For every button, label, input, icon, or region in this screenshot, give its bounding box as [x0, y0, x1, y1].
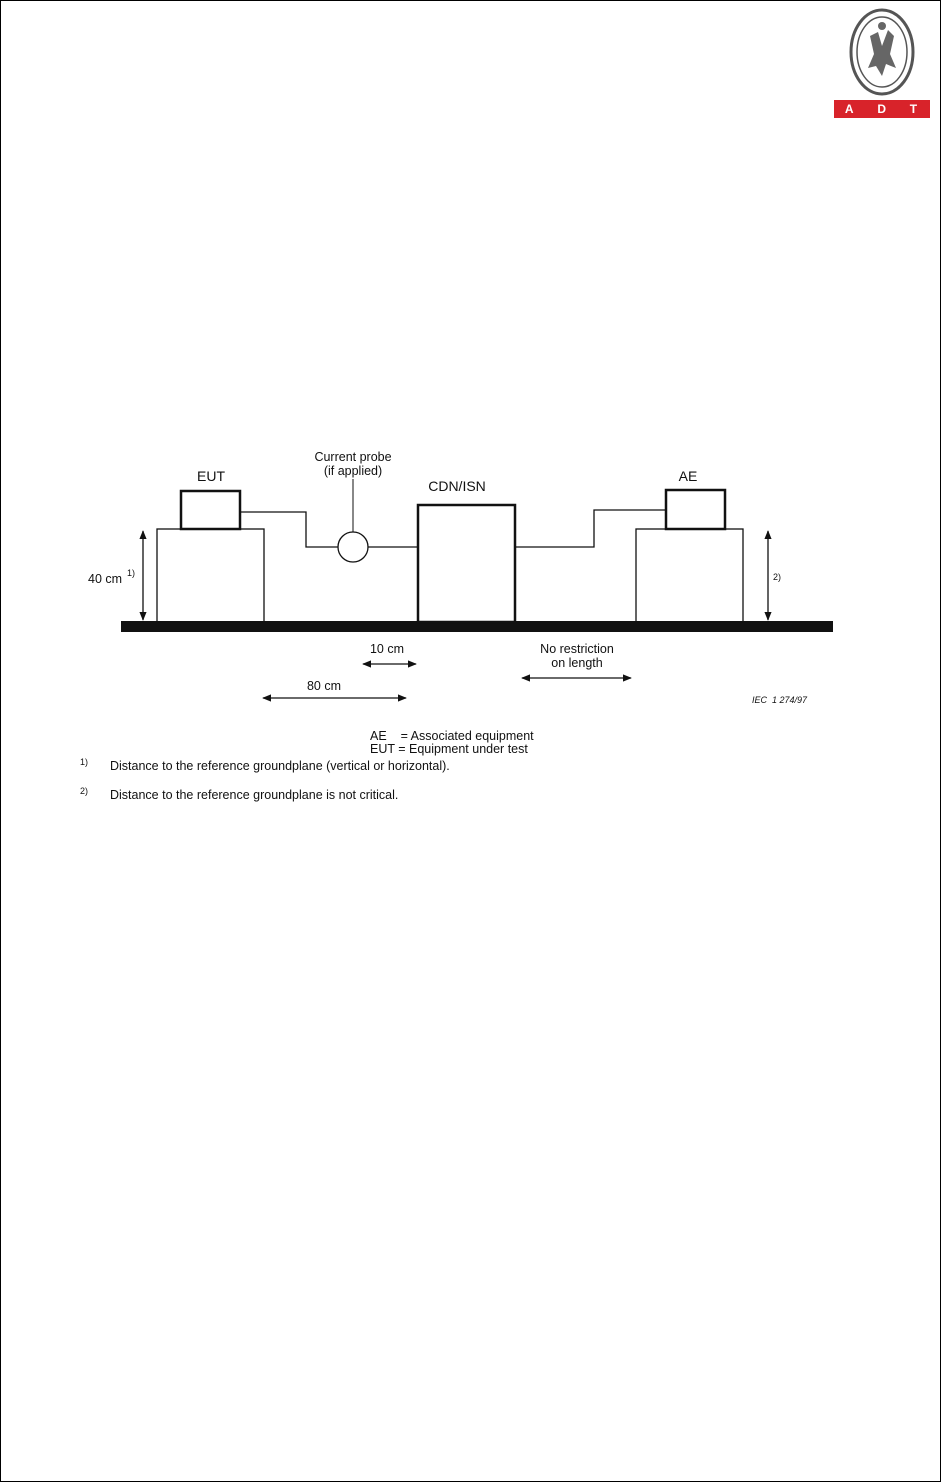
- dist-10-label: 10 cm: [369, 642, 405, 656]
- height-note-mark: 1): [127, 568, 136, 578]
- footnote-text: Distance to the reference groundplane is not critical.: [110, 788, 399, 802]
- cdn-isn-label: CDN/ISN: [428, 478, 486, 494]
- dist-80-label: 80 cm: [306, 679, 342, 693]
- height-label: 40 cm: [88, 572, 123, 586]
- eut-label: EUT: [197, 468, 225, 484]
- eut-table: [157, 529, 264, 622]
- adt-letter: T: [909, 102, 920, 116]
- current-probe: [338, 532, 368, 562]
- footnote: [80, 788, 398, 802]
- cdn-isn-box: [418, 505, 515, 622]
- eut-box: [181, 491, 240, 529]
- ae-note-mark: 2): [773, 572, 782, 582]
- footnote: [80, 759, 450, 773]
- ae-table: [636, 529, 743, 622]
- no-restriction-label: No restriction: [540, 642, 614, 656]
- adt-letter: D: [877, 102, 888, 116]
- probe-label-sub: (if applied): [323, 464, 383, 478]
- footnote-mark: 1): [80, 757, 89, 767]
- abbreviation-legend: [370, 730, 534, 756]
- footnote-text: Distance to the reference groundplane (vertical or horizontal).: [110, 759, 450, 773]
- adt-letter: A: [844, 102, 856, 116]
- legend-ae-row: AE = Associated equipment: [370, 729, 534, 743]
- footnote-mark: 2): [80, 786, 89, 796]
- figure-reference: IEC 1 274/97: [752, 695, 808, 705]
- ae-label: AE: [678, 468, 698, 484]
- no-restriction-label-sub: on length: [551, 656, 603, 670]
- legend-eut-row: EUT = Equipment under test: [370, 742, 528, 756]
- ae-box: [666, 490, 725, 529]
- probe-label: Current probe: [314, 450, 392, 464]
